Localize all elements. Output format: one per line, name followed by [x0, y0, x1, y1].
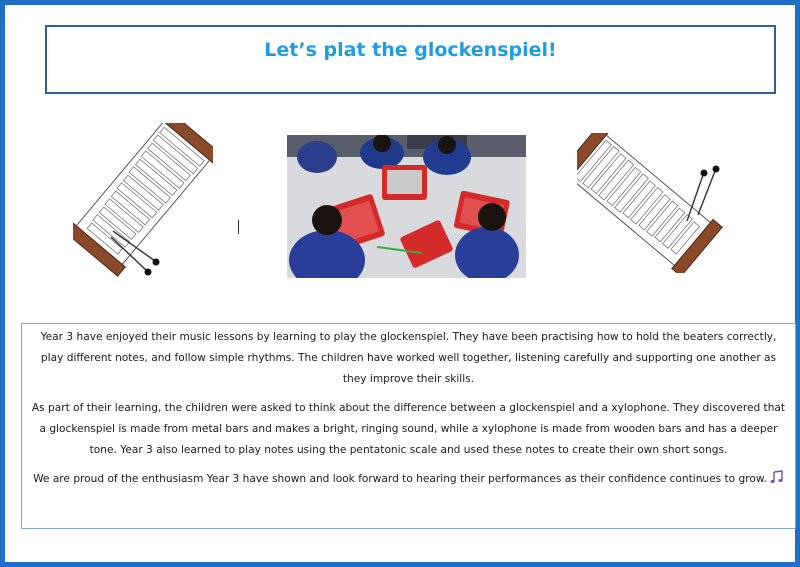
class-photo	[287, 135, 526, 278]
paragraph-3: We are proud of the enthusiasm Year 3 have shown and look forward to hearing their performances as their confidence continues to grow.	[33, 473, 767, 485]
text-cursor	[238, 220, 239, 234]
music-notes-icon	[770, 470, 784, 484]
glockenspiel-right-image	[577, 133, 727, 273]
paragraph-3-wrapper	[30, 469, 787, 490]
article-text-box	[21, 323, 796, 529]
page-title: Let’s plat the glockenspiel!	[264, 39, 557, 61]
paragraph-1: Year 3 have enjoyed their music lessons by learning to play the glockenspiel. They have been practising how to hold the beaters correctly, play different notes, and follow simple rhythms. The children have worked well together, listening carefully and supporting one another as they improve their skills.	[40, 331, 777, 385]
glockenspiel-left-image	[73, 123, 213, 283]
title-banner	[45, 25, 776, 94]
paragraph-2: As part of their learning, the children were asked to think about the difference between a glockenspiel and a xylophone. They discovered that a glockenspiel is made from metal bars and makes a bright, ringing sound, while a xylophone is made from wooden bars and has a deeper tone. Year 3 also learned to play notes using the pentatonic scale and used these notes to create their own short songs.	[31, 402, 786, 456]
